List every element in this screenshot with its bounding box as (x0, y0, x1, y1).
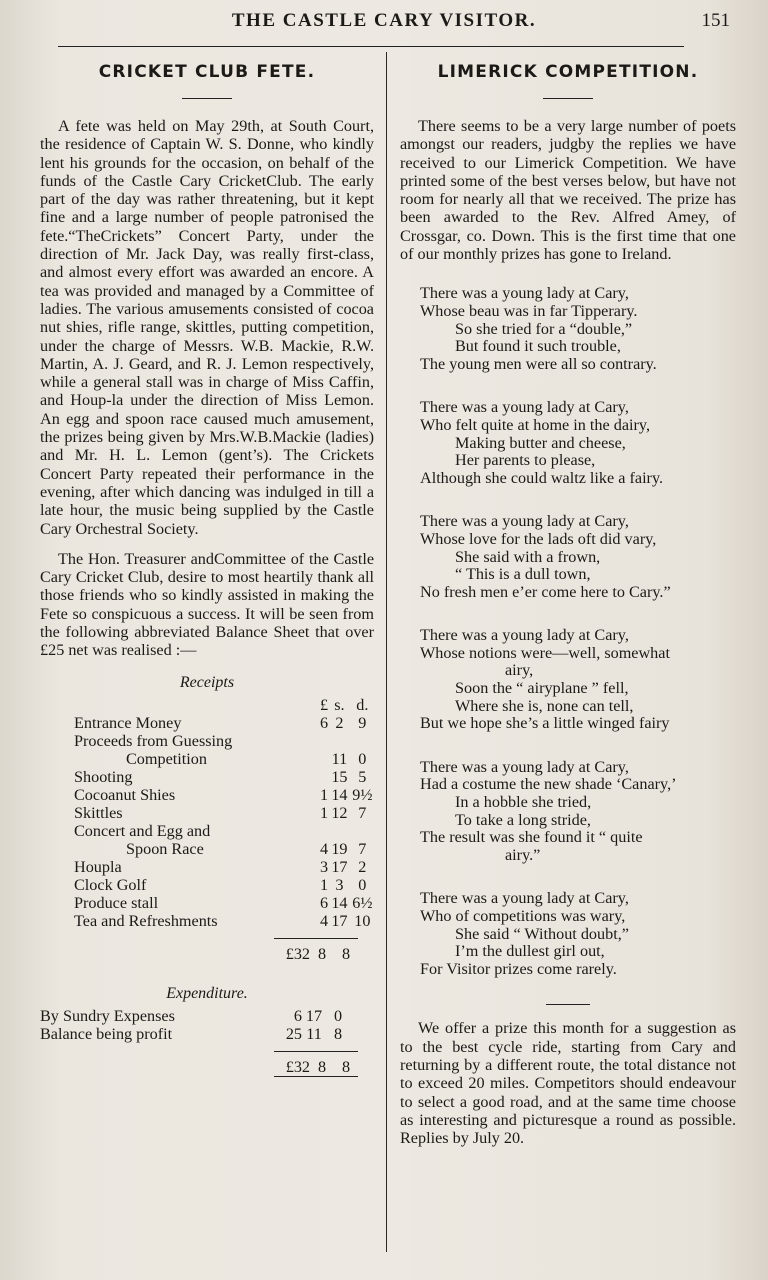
pence-header: d. (356, 695, 369, 714)
total-pounds: £32 (274, 1051, 310, 1076)
ledger-pence: 9½ (352, 785, 373, 804)
ledger-shillings: 12 (331, 803, 348, 822)
ledger-pence: 8 (333, 1024, 343, 1043)
ledger-label: Produce stall (74, 893, 159, 912)
ledger-pounds: 1 (320, 785, 329, 804)
ledger-label: Houpla (74, 857, 122, 876)
verse-line: The young men were all so contrary. (420, 354, 657, 373)
ledger-shillings: 2 (335, 713, 344, 732)
currency-header-row (74, 696, 374, 714)
article-paragraph: A fete was held on May 29th, at South Court, the residence of Captain W. S. Donne, who kindly lent his grounds for the occasion, on behalf of the funds of the Castle Cary CricketClub. The early part of the day was rather threatening, but it kept fine and a large number of people patronised the fete.“TheCrickets” Concert Party, under the direction of Mr. Jack Day, was really first-class, and almost every effort was awarded an encore. A tea was provided and managed by a Committee of ladies. The various amusements consisted of cocoa nut shies, rifle range, skittles, putting competition, under the charge of Messrs. W.B. Mackie, R.W. Martin, A. J. Geard, and R. J. Lemon respectively, while a general stall was in charge of Miss Caffin, and Houp-la under the direction of Miss Lemon. An egg and spoon race caused much amusement, the prizes being given by Mrs.W.B.Mackie (ladies) and Mr. H. L. Lemon (gent’s). The Crickets Concert Party repeated their performance in the evening, after which dancing was indulged in till a late hour, the music being supplied by the Castle Cary Orchestral Society. (40, 117, 374, 538)
ledger-label: Balance being profit (40, 1024, 173, 1043)
ledger-pounds: 3 (320, 857, 329, 876)
ledger-row (74, 822, 374, 840)
receipts-total-row (274, 938, 358, 963)
ledger-pounds: 6 (293, 1006, 302, 1025)
verse-line: In a hobble she tried, (455, 793, 592, 812)
ledger-pence: 6½ (352, 893, 373, 912)
limerick-verse (420, 399, 736, 487)
title-rule (543, 98, 593, 99)
total-shillings: 8 (310, 1051, 334, 1076)
ledger-row (74, 786, 374, 804)
verse-line: Who of competitions was wary, (420, 907, 626, 925)
ledger-shillings (328, 732, 351, 750)
ledger-pence (351, 822, 374, 840)
article-title-limerick: LIMERICK COMPETITION. (437, 62, 699, 82)
expenditure-table (40, 1007, 350, 1043)
ledger-pence: 7 (358, 803, 367, 822)
ledger-pence: 7 (358, 839, 367, 858)
limerick-verses (400, 285, 736, 978)
ledger-pounds: 1 (320, 803, 329, 822)
ledger-pounds (304, 732, 328, 750)
title-rule (182, 98, 232, 99)
verse-line: But found it such trouble, (455, 337, 621, 356)
limerick-verse (420, 513, 736, 601)
total-shillings: 8 (310, 938, 334, 963)
ledger-row (74, 840, 374, 858)
ledger-label: Skittles (74, 803, 123, 822)
expenditure-total-row (274, 1051, 358, 1076)
verse-line: airy, (505, 661, 534, 680)
verse-line: There was a young lady at Cary, (420, 512, 629, 531)
ledger-pence: 0 (358, 749, 367, 768)
ledger-pounds (304, 822, 328, 840)
expenditure-heading: Expenditure. (166, 984, 248, 1002)
verse-line: Where she is, none can tell, (455, 696, 634, 715)
verse-line: There was a young lady at Cary, (420, 626, 629, 645)
page-number: 151 (701, 10, 730, 31)
ledger-row (74, 912, 374, 930)
ledger-pounds: 6 (320, 893, 329, 912)
pounds-header: £ (320, 695, 329, 714)
verse-line: There was a young lady at Cary, (420, 398, 629, 417)
verse-line: Whose beau was in far Tipperary. (420, 301, 638, 320)
ledger-pence: 10 (354, 911, 371, 930)
ledger-row (74, 732, 374, 750)
ledger-label: Concert and Egg and (74, 821, 211, 840)
verse-line: airy.” (505, 845, 541, 864)
limerick-verse (420, 890, 736, 978)
verse-line: Her parents to please, (455, 451, 596, 470)
ledger-shillings: 11 (306, 1024, 322, 1043)
ledger-pounds: 4 (320, 911, 329, 930)
ledger-pence (351, 732, 374, 750)
verse-line: Whose notions were—well, somewhat (420, 643, 670, 662)
shillings-header: s. (334, 695, 345, 714)
verse-line: No fresh men e’er come here to Cary.” (420, 582, 671, 601)
ledger-pence: 9 (358, 713, 367, 732)
ledger-pounds (304, 750, 328, 768)
ledger-row (40, 1007, 350, 1025)
verse-line: Had a costume the new shade ‘Canary,’ (420, 775, 677, 794)
ledger-shillings: 14 (331, 893, 348, 912)
ledger-shillings: 11 (331, 749, 348, 768)
ledger-shillings (328, 822, 351, 840)
ledger-label: Shooting (74, 767, 133, 786)
ledger-shillings: 17 (331, 857, 348, 876)
verse-line: Who felt quite at home in the dairy, (420, 415, 650, 434)
verse-line: The result was she found it “ quite (420, 828, 643, 847)
ledger-shillings: 17 (305, 1006, 323, 1025)
article-title-cricket: CRICKET CLUB FETE. (98, 62, 316, 82)
ledger-pence: 2 (358, 857, 367, 876)
ledger-pence: 5 (358, 767, 367, 786)
limerick-verse (420, 285, 736, 373)
verse-line: For Visitor prizes come rarely. (420, 959, 617, 978)
ledger-row (74, 876, 374, 894)
verse-line: But we hope she’s a little winged fairy (420, 714, 670, 733)
ledger-label: Competition (126, 749, 207, 768)
ledger-row (74, 804, 374, 822)
ledger-row (74, 750, 374, 768)
ledger-label: Cocoanut Shies (74, 785, 176, 804)
limerick-verse (420, 759, 736, 865)
receipts-heading: Receipts (179, 673, 235, 691)
receipts-table (74, 696, 374, 930)
verse-line: There was a young lady at Cary, (420, 757, 629, 776)
verse-line: She said “ Without doubt,” (455, 924, 629, 943)
ledger-shillings: 14 (331, 785, 348, 804)
closing-rule (546, 1004, 590, 1005)
publication-title: THE CASTLE CARY VISITOR. (231, 10, 537, 31)
verse-line: Soon the “ airyplane ” fell, (455, 679, 629, 698)
ledger-label: Tea and Refreshments (74, 911, 218, 930)
ledger-label: Entrance Money (74, 713, 182, 732)
ledger-shillings: 19 (331, 839, 348, 858)
ledger-row (74, 714, 374, 732)
ledger-row (74, 768, 374, 786)
verse-line: There was a young lady at Cary, (420, 284, 629, 303)
left-column (40, 56, 374, 1077)
verse-line: Although she could waltz like a fairy. (420, 468, 664, 487)
ledger-shillings: 17 (331, 911, 348, 930)
ledger-shillings: 3 (335, 875, 344, 894)
verse-line: “ This is a dull town, (455, 565, 591, 584)
ledger-label: Clock Golf (74, 875, 147, 894)
ledger-label: Spoon Race (126, 839, 204, 858)
verse-line: To take a long stride, (455, 810, 591, 829)
closing-paragraph: We offer a prize this month for a suggestion as to the best cycle ride, starting from Cary and returning by a different route, the total distance not to exceed 20 miles. Competitors should endeavour to select a good road, and at the same time choose as interesting and picturesque a round as possible. Replies by July 20. (400, 1019, 736, 1148)
verse-line: There was a young lady at Cary, (420, 889, 629, 908)
right-column (400, 56, 736, 1147)
verse-line: Making butter and cheese, (455, 433, 626, 452)
limerick-intro: There seems to be a very large number of poets amongst our readers, judgby the replies we have received to our Limerick Competition. We have printed some of the best verses below, but have not room for nearly all that we received. The prize has been awarded to the Rev. Alfred Amey, of Crossgar, co. Down. This is the first time that one of our monthly prizes has gone to Ireland. (400, 117, 736, 264)
column-divider (386, 52, 387, 1252)
ledger-shillings: 15 (331, 767, 348, 786)
verse-line: I’m the dullest girl out, (455, 942, 605, 961)
limerick-verse (420, 627, 736, 733)
verse-line: So she tried for a “double,” (455, 319, 633, 338)
ledger-pounds: 1 (320, 875, 329, 894)
header-rule (58, 46, 684, 47)
ledger-pence: 0 (358, 875, 367, 894)
total-pence: 8 (334, 938, 358, 963)
ledger-row (74, 894, 374, 912)
ledger-label: Proceeds from Guessing (74, 731, 233, 750)
article-paragraph: The Hon. Treasurer andCommittee of the Castle Cary Cricket Club, desire to most heartily thank all those friends who so kindly assisted in making the Fete so conspicuous a success. It will be seen from the following abbreviated Balance Sheet that over £25 net was realised :— (40, 549, 374, 660)
ledger-row (40, 1025, 350, 1043)
ledger-row (74, 858, 374, 876)
ledger-pounds (304, 768, 328, 786)
ledger-label: By Sundry Expenses (40, 1006, 175, 1025)
verse-line: Whose love for the lads oft did vary, (420, 529, 657, 548)
expenditure-total-table (274, 1051, 358, 1077)
ledger-pounds: 25 (285, 1024, 302, 1043)
ledger-pounds: 4 (320, 839, 329, 858)
total-pence: 8 (334, 1051, 358, 1076)
ledger-pence: 0 (333, 1006, 343, 1025)
receipts-total-table (274, 938, 358, 963)
verse-line: She said with a frown, (455, 547, 601, 566)
ledger-pounds: 6 (320, 713, 329, 732)
total-pounds: £32 (274, 938, 310, 963)
